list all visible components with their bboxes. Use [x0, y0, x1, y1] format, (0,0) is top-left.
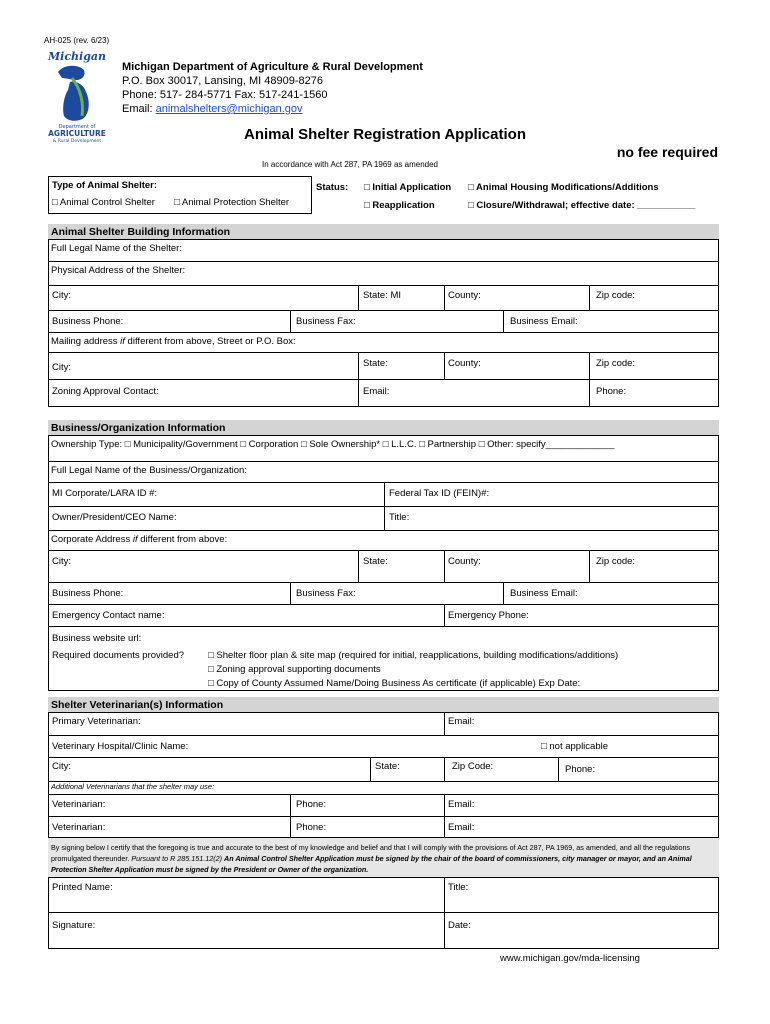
email-label: Email: — [122, 103, 156, 115]
vet2-phone-field[interactable]: Phone: — [296, 822, 327, 833]
primary-vet-field[interactable]: Primary Veterinarian: — [52, 716, 141, 727]
agency-po-box: P.O. Box 30017, Lansing, MI 48909-8276 — [122, 75, 323, 87]
reapplication-checkbox[interactable]: □ Reapplication — [364, 200, 435, 211]
vet-city-field[interactable]: City: — [52, 761, 71, 772]
corporate-address-label: Corporate Address — [51, 534, 133, 545]
initial-application-checkbox[interactable]: □ Initial Application — [364, 182, 452, 193]
floor-plan-checkbox[interactable]: □ Shelter floor plan & site map (required for initial, reapplications, building modifications/additions) — [208, 650, 619, 661]
animal-control-checkbox[interactable]: □ Animal Control Shelter — [52, 197, 155, 208]
primary-vet-row — [48, 713, 719, 736]
vet1-phone-field[interactable]: Phone: — [296, 799, 327, 810]
corp-email-field[interactable]: Business Email: — [510, 588, 578, 599]
corp-zip-field[interactable]: Zip code: — [596, 556, 636, 567]
corp-city-field[interactable]: City: — [52, 556, 71, 567]
footer-url[interactable]: www.michigan.gov/mda-licensing — [500, 953, 640, 964]
zoning-email-field[interactable]: Email: — [363, 386, 390, 397]
mailing-address-label-rest: different from above, Street or P.O. Box: — [124, 336, 296, 347]
form-title: Animal Shelter Registration Application — [244, 126, 526, 143]
housing-modifications-checkbox[interactable]: □ Animal Housing Modifications/Additions — [468, 182, 659, 193]
vet-state-field[interactable]: State: — [375, 761, 400, 772]
veterinarian-header: Shelter Veterinarian(s) Information — [48, 697, 719, 713]
vet2-name-field[interactable]: Veterinarian: — [52, 822, 106, 833]
vet2-email-field[interactable]: Email: — [448, 822, 475, 833]
zip-field[interactable]: Zip code: — [596, 290, 636, 301]
building-info-header: Animal Shelter Building Information — [48, 224, 719, 240]
city-field[interactable]: City: — [52, 290, 71, 301]
closure-checkbox[interactable]: □ Closure/Withdrawal; effective date: ___________ — [468, 200, 696, 211]
vet1-name-field[interactable]: Veterinarian: — [52, 799, 106, 810]
business-email-field[interactable]: Business Email: — [510, 316, 578, 327]
vet1-row — [48, 795, 719, 817]
corporate-address-label-rest: different from above: — [137, 534, 228, 545]
shelter-legal-name-row[interactable] — [48, 240, 719, 262]
additional-vets-row — [48, 782, 719, 795]
date-field[interactable]: Date: — [448, 920, 471, 931]
animal-protection-checkbox[interactable]: □ Animal Protection Shelter — [174, 197, 290, 208]
state-field[interactable] — [363, 290, 401, 301]
agency-name: Michigan Department of Agriculture & Rural Development — [122, 61, 423, 73]
signature-field[interactable]: Signature: — [52, 920, 96, 931]
svg-text:AGRICULTURE: AGRICULTURE — [48, 129, 106, 138]
cert-statement: By signing below I certify that the foregoing is true and accurate to the best of my knowledge and belief and that I will comply with the provisions of Act 287, PA 1969, as amended, and all the regulations promulgated thereunder. — [51, 843, 691, 863]
zoning-docs-checkbox[interactable]: □ Zoning approval supporting documents — [208, 664, 381, 675]
printed-name-field[interactable]: Printed Name: — [52, 882, 113, 893]
svg-text:Michigan: Michigan — [47, 50, 107, 63]
county-field[interactable]: County: — [448, 290, 481, 301]
business-legal-name-row[interactable] — [48, 462, 719, 483]
business-fax-field[interactable]: Business Fax: — [296, 316, 356, 327]
no-fee-notice: no fee required — [616, 144, 718, 160]
corp-phone-field[interactable]: Business Phone: — [52, 588, 124, 599]
agency-email-row — [122, 102, 423, 116]
svg-text:Department of: Department of — [58, 124, 96, 130]
printed-name-row — [48, 878, 719, 913]
mailing-if: if — [120, 336, 125, 347]
svg-text:& Rural Development: & Rural Development — [52, 139, 102, 144]
shelter-legal-name-label: Full Legal Name of the Shelter: — [51, 243, 182, 254]
cert-rule: Pursuant to R 285.151.12(2) — [131, 854, 225, 863]
owner-title-field[interactable]: Title: — [389, 512, 410, 523]
vet-hospital-field[interactable]: Veterinary Hospital/Clinic Name: — [52, 741, 189, 752]
corp-state-field[interactable]: State: — [363, 556, 388, 567]
shelter-type-label: Type of Animal Shelter: — [52, 180, 158, 191]
owner-name-field[interactable]: Owner/President/CEO Name: — [52, 512, 177, 523]
state-value: MI — [390, 290, 402, 301]
business-legal-name-label: Full Legal Name of the Business/Organization: — [51, 465, 247, 476]
mailing-zip-field[interactable]: Zip code: — [596, 358, 636, 369]
physical-address-row[interactable] — [48, 262, 719, 286]
mailing-city-field[interactable]: City: — [52, 362, 71, 373]
agency-email-link[interactable]: animalshelters@michigan.gov — [155, 103, 303, 115]
additional-vets-label: Additional Veterinarians that the shelter may use: — [51, 782, 215, 791]
business-contact-row — [48, 311, 719, 333]
physical-address-label: Physical Address of the Shelter: — [51, 265, 186, 276]
vet1-email-field[interactable]: Email: — [448, 799, 475, 810]
mailing-state-field[interactable]: State: — [363, 358, 388, 369]
corp-county-field[interactable]: County: — [448, 556, 481, 567]
status-label: Status: — [316, 182, 349, 193]
form-number: AH-025 (rev. 6/23) — [44, 36, 110, 45]
corp-contact-row — [48, 583, 719, 605]
website-field[interactable]: Business website url: — [52, 633, 142, 644]
mailing-address-label: Mailing address — [51, 336, 121, 347]
ownership-type-options: Ownership Type: □ Municipality/Government □ Corporation □ Sole Ownership* □ L.L.C. □ Partnership □ Other: specify_____________ — [51, 439, 615, 450]
zoning-phone-field[interactable]: Phone: — [596, 386, 627, 397]
business-phone-field[interactable]: Business Phone: — [52, 316, 124, 327]
agency-phone: Phone: 517- 284-5771 Fax: 517-241-1560 — [122, 89, 328, 101]
agency-header — [122, 60, 423, 116]
corp-fax-field[interactable]: Business Fax: — [296, 588, 356, 599]
state-label: State: — [363, 290, 388, 301]
emergency-contact-field[interactable]: Emergency Contact name: — [52, 610, 165, 621]
mailing-address-row[interactable] — [48, 333, 719, 353]
mailing-county-field[interactable]: County: — [448, 358, 481, 369]
required-docs-label: Required documents provided? — [52, 650, 185, 661]
assumed-name-checkbox[interactable]: □ Copy of County Assumed Name/Doing Business As certificate (if applicable) Exp Date: — [208, 678, 581, 689]
fein-field[interactable]: Federal Tax ID (FEIN)#: — [389, 488, 490, 499]
cert-signing-rule: An Animal Control Shelter Application must be signed by the chair of the board of commissioners, city manager or mayor, and an Animal Protection Shelter Application must be signed by the President or Owner of the organization. — [51, 854, 692, 874]
vet-zip-field[interactable]: Zip Code: — [452, 761, 494, 772]
vet-phone-field[interactable]: Phone: — [565, 764, 596, 775]
corporate-if: if — [132, 534, 138, 545]
primary-vet-email-field[interactable]: Email: — [448, 716, 475, 727]
business-info-header: Business/Organization Information — [48, 420, 719, 436]
act-reference: In accordance with Act 287, PA 1969 as amended — [262, 160, 438, 169]
ownership-type-row[interactable] — [48, 436, 719, 462]
signer-title-field[interactable]: Title: — [448, 882, 469, 893]
zoning-contact-field[interactable]: Zoning Approval Contact: — [52, 386, 159, 397]
certification-text — [48, 838, 719, 878]
lara-id-field[interactable]: MI Corporate/LARA ID #: — [52, 488, 158, 499]
emergency-phone-field[interactable]: Emergency Phone: — [448, 610, 529, 621]
corporate-address-row[interactable] — [48, 531, 719, 551]
not-applicable-checkbox[interactable]: □ not applicable — [541, 741, 609, 752]
